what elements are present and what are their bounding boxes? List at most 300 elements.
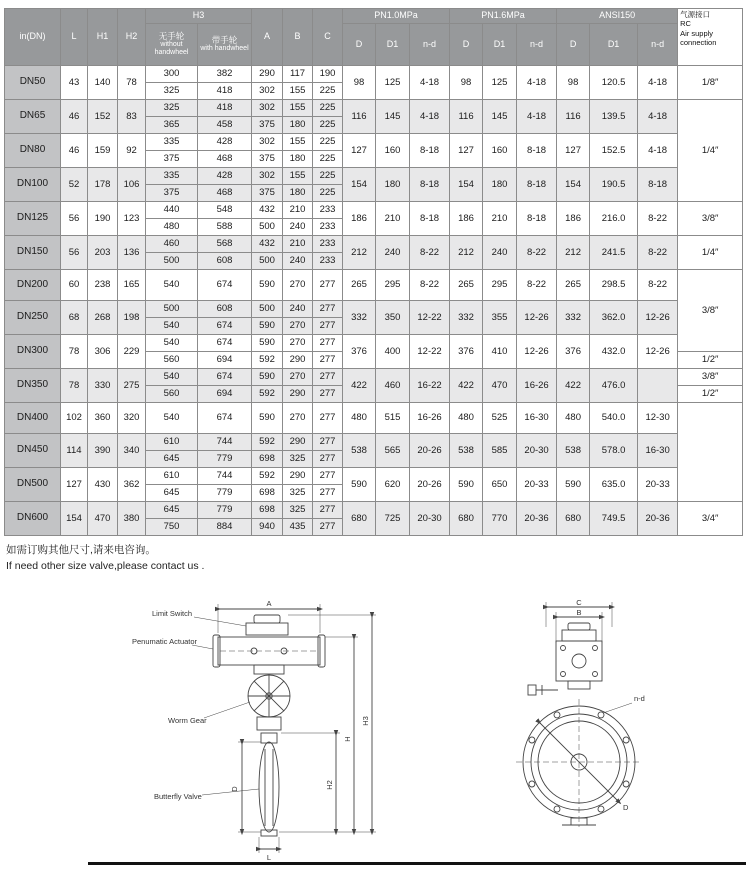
limit-switch-shape bbox=[246, 615, 288, 635]
spec-cell: 680 bbox=[450, 502, 483, 536]
spec-cell: 380 bbox=[118, 502, 146, 536]
spec-cell: 265 bbox=[450, 270, 483, 301]
spec-cell: 590 bbox=[252, 270, 283, 301]
spec-cell: 240 bbox=[283, 301, 313, 318]
spec-cell: 12-22 bbox=[410, 301, 450, 335]
spec-cell: 460 bbox=[146, 236, 198, 253]
left-valve-drawing bbox=[130, 599, 404, 871]
spec-row bbox=[5, 236, 743, 253]
spec-cell: 233 bbox=[313, 202, 343, 219]
air-supply-cell: 3/8″ bbox=[678, 369, 743, 386]
spec-cell: 277 bbox=[313, 335, 343, 352]
spec-cell: 540.0 bbox=[590, 403, 638, 434]
spec-cell: 136 bbox=[118, 236, 146, 270]
air-supply-label-en2: connection bbox=[680, 38, 717, 48]
spec-cell: 290 bbox=[283, 352, 313, 369]
spec-cell: 8-18 bbox=[410, 202, 450, 236]
worm-gear-label: Worm Gear bbox=[168, 715, 207, 725]
right-valve-drawing bbox=[484, 599, 684, 861]
butterfly-valve-shape bbox=[259, 733, 279, 836]
spec-cell: 645 bbox=[146, 451, 198, 468]
header-pn10-d: D bbox=[343, 24, 376, 66]
spec-cell: 229 bbox=[118, 335, 146, 369]
spec-cell: 60 bbox=[61, 270, 88, 301]
spec-cell: 8-18 bbox=[410, 168, 450, 202]
spec-cell: 568 bbox=[198, 236, 252, 253]
spec-cell: 233 bbox=[313, 219, 343, 236]
spec-cell: 186 bbox=[343, 202, 376, 236]
footnote-cn: 如需订购其他尺寸,请来电咨询。 bbox=[6, 544, 156, 556]
dim-nd-label: n-d bbox=[634, 693, 645, 703]
spec-cell: 12-26 bbox=[638, 301, 678, 335]
technical-drawings bbox=[4, 599, 742, 871]
spec-cell: 680 bbox=[557, 502, 590, 536]
spec-cell: 165 bbox=[118, 270, 146, 301]
spec-cell: 180 bbox=[283, 117, 313, 134]
spec-cell: 332 bbox=[343, 301, 376, 335]
row-label: DN500 bbox=[5, 468, 61, 502]
spec-cell: 92 bbox=[118, 134, 146, 168]
spec-cell: 116 bbox=[557, 100, 590, 134]
spec-cell: 154 bbox=[450, 168, 483, 202]
spec-cell: 500 bbox=[146, 253, 198, 270]
spec-cell: 302 bbox=[252, 134, 283, 151]
spec-cell: 240 bbox=[283, 219, 313, 236]
spec-cell: 12-26 bbox=[517, 335, 557, 369]
spec-cell: 540 bbox=[146, 403, 198, 434]
spec-cell: 16-26 bbox=[517, 369, 557, 403]
spec-row bbox=[5, 168, 743, 185]
spec-cell: 560 bbox=[146, 352, 198, 369]
spec-cell: 12-22 bbox=[410, 335, 450, 369]
spec-cell: 376 bbox=[343, 335, 376, 369]
spec-cell: 540 bbox=[146, 335, 198, 352]
spec-cell: 8-18 bbox=[517, 202, 557, 236]
h3-without-cn: 无手轮 bbox=[158, 30, 185, 41]
spec-cell: 125 bbox=[483, 66, 517, 100]
spec-cell: 592 bbox=[252, 468, 283, 485]
header-c: C bbox=[313, 9, 343, 66]
row-label: DN200 bbox=[5, 270, 61, 301]
spec-cell: 20-30 bbox=[517, 434, 557, 468]
spec-cell: 277 bbox=[313, 352, 343, 369]
spec-cell: 8-22 bbox=[638, 202, 678, 236]
air-supply-cell: 1/8″ bbox=[678, 66, 743, 100]
spec-cell: 470 bbox=[88, 502, 118, 536]
spec-cell: 225 bbox=[313, 168, 343, 185]
air-supply-cell: 1/4″ bbox=[678, 236, 743, 270]
spec-cell: 106 bbox=[118, 168, 146, 202]
spec-cell: 560 bbox=[146, 386, 198, 403]
spec-cell: 160 bbox=[483, 134, 517, 168]
spec-cell: 78 bbox=[61, 369, 88, 403]
spec-cell: 515 bbox=[376, 403, 410, 434]
spec-cell: 4-18 bbox=[410, 100, 450, 134]
spec-cell: 78 bbox=[118, 66, 146, 100]
spec-table-head bbox=[5, 9, 743, 66]
spec-cell: 277 bbox=[313, 502, 343, 519]
spec-cell: 422 bbox=[450, 369, 483, 403]
spec-cell: 698 bbox=[252, 451, 283, 468]
air-supply-cell: 1/4″ bbox=[678, 100, 743, 202]
row-label: DN350 bbox=[5, 369, 61, 403]
spec-cell: 588 bbox=[198, 219, 252, 236]
spec-cell: 8-22 bbox=[638, 270, 678, 301]
spec-cell: 98 bbox=[343, 66, 376, 100]
spec-row bbox=[5, 403, 743, 434]
row-label: DN250 bbox=[5, 301, 61, 335]
spec-row bbox=[5, 134, 743, 151]
spec-cell: 277 bbox=[313, 301, 343, 318]
spec-cell: 12-30 bbox=[638, 403, 678, 434]
valve-spec-table bbox=[4, 8, 743, 536]
spec-cell: 610 bbox=[146, 468, 198, 485]
spec-cell: 460 bbox=[376, 369, 410, 403]
spec-cell: 418 bbox=[198, 83, 252, 100]
spec-cell: 83 bbox=[118, 100, 146, 134]
spec-cell: 375 bbox=[146, 151, 198, 168]
header-h3-with bbox=[198, 24, 252, 66]
spec-cell: 432.0 bbox=[590, 335, 638, 369]
spec-cell: 203 bbox=[88, 236, 118, 270]
spec-cell: 744 bbox=[198, 434, 252, 451]
spec-cell: 410 bbox=[483, 335, 517, 369]
spec-cell: 180 bbox=[283, 185, 313, 202]
spec-cell: 525 bbox=[483, 403, 517, 434]
h3-with-en: with handwheel bbox=[200, 44, 249, 52]
spec-cell: 277 bbox=[313, 403, 343, 434]
spec-cell: 375 bbox=[252, 151, 283, 168]
spec-cell: 362.0 bbox=[590, 301, 638, 335]
spec-cell: 20-26 bbox=[410, 468, 450, 502]
spec-cell: 340 bbox=[118, 434, 146, 468]
spec-cell: 8-18 bbox=[638, 168, 678, 202]
spec-cell: 186 bbox=[450, 202, 483, 236]
spec-cell: 390 bbox=[88, 434, 118, 468]
row-label: DN100 bbox=[5, 168, 61, 202]
spec-cell: 592 bbox=[252, 434, 283, 451]
spec-cell: 20-33 bbox=[517, 468, 557, 502]
spec-cell: 210 bbox=[483, 202, 517, 236]
spec-cell: 116 bbox=[343, 100, 376, 134]
spec-cell: 302 bbox=[252, 168, 283, 185]
spec-cell: 295 bbox=[483, 270, 517, 301]
spec-cell: 540 bbox=[146, 369, 198, 386]
spec-cell: 430 bbox=[88, 468, 118, 502]
header-h3-group: H3 bbox=[146, 9, 252, 24]
spec-table-body bbox=[5, 66, 743, 536]
spec-cell: 332 bbox=[450, 301, 483, 335]
spec-cell: 590 bbox=[450, 468, 483, 502]
spec-cell: 540 bbox=[146, 318, 198, 335]
spec-cell: 180 bbox=[483, 168, 517, 202]
header-ansi-d: D bbox=[557, 24, 590, 66]
spec-cell: 68 bbox=[61, 301, 88, 335]
spec-cell bbox=[638, 369, 678, 403]
spec-cell: 290 bbox=[283, 386, 313, 403]
spec-cell: 362 bbox=[118, 468, 146, 502]
spec-cell: 725 bbox=[376, 502, 410, 536]
h3-with-cn: 带手轮 bbox=[211, 35, 238, 46]
spec-cell: 225 bbox=[313, 100, 343, 117]
spec-cell: 884 bbox=[198, 519, 252, 536]
header-pn16-nd: n-d bbox=[517, 24, 557, 66]
spec-cell: 155 bbox=[283, 100, 313, 117]
header-air-supply bbox=[678, 9, 743, 66]
spec-cell: 749.5 bbox=[590, 502, 638, 536]
header-h3-without bbox=[146, 24, 198, 66]
spec-cell: 277 bbox=[313, 434, 343, 451]
spec-row bbox=[5, 202, 743, 219]
spec-cell: 225 bbox=[313, 151, 343, 168]
actuator-plate-shape bbox=[556, 641, 602, 681]
spec-cell: 16-30 bbox=[517, 403, 557, 434]
spec-cell: 212 bbox=[343, 236, 376, 270]
spec-row bbox=[5, 369, 743, 386]
spec-cell: 116 bbox=[450, 100, 483, 134]
spec-cell: 4-18 bbox=[638, 66, 678, 100]
spec-cell: 335 bbox=[146, 168, 198, 185]
spec-cell: 8-18 bbox=[517, 168, 557, 202]
spec-cell: 335 bbox=[146, 134, 198, 151]
spec-cell: 674 bbox=[198, 270, 252, 301]
limit-switch-label: Limit Switch bbox=[152, 608, 193, 618]
spec-cell: 698 bbox=[252, 502, 283, 519]
spec-cell: 590 bbox=[343, 468, 376, 502]
spec-cell: 277 bbox=[313, 468, 343, 485]
spec-cell: 4-18 bbox=[517, 66, 557, 100]
spec-cell: 277 bbox=[313, 369, 343, 386]
header-b: B bbox=[283, 9, 313, 66]
spec-cell: 468 bbox=[198, 185, 252, 202]
spec-cell: 233 bbox=[313, 236, 343, 253]
spec-cell: 590 bbox=[252, 335, 283, 352]
header-h2: H2 bbox=[118, 9, 146, 66]
gear-handle-shape bbox=[528, 685, 558, 695]
spec-cell: 4-18 bbox=[638, 100, 678, 134]
spec-cell: 418 bbox=[198, 100, 252, 117]
spec-cell: 16-30 bbox=[638, 434, 678, 468]
spec-cell: 432 bbox=[252, 202, 283, 219]
spec-cell: 270 bbox=[283, 369, 313, 386]
spec-cell: 155 bbox=[283, 134, 313, 151]
dim-a-label: A bbox=[266, 598, 272, 608]
spec-cell: 538 bbox=[343, 434, 376, 468]
spec-cell: 325 bbox=[283, 485, 313, 502]
spec-cell: 592 bbox=[252, 386, 283, 403]
spec-cell: 12-26 bbox=[517, 301, 557, 335]
spec-cell: 428 bbox=[198, 134, 252, 151]
spec-cell: 43 bbox=[61, 66, 88, 100]
air-supply-cell: 1/2″ bbox=[678, 386, 743, 403]
spec-cell: 608 bbox=[198, 301, 252, 318]
spec-cell: 470 bbox=[483, 369, 517, 403]
spec-cell: 145 bbox=[483, 100, 517, 134]
header-l: L bbox=[61, 9, 88, 66]
spec-row bbox=[5, 335, 743, 352]
spec-cell: 12-26 bbox=[638, 335, 678, 369]
spec-cell: 268 bbox=[88, 301, 118, 335]
spec-cell: 610 bbox=[146, 434, 198, 451]
spec-cell: 635.0 bbox=[590, 468, 638, 502]
spec-cell: 270 bbox=[283, 335, 313, 352]
spec-cell: 585 bbox=[483, 434, 517, 468]
spec-cell: 154 bbox=[61, 502, 88, 536]
header-pn16-d1: D1 bbox=[483, 24, 517, 66]
spec-cell: 225 bbox=[313, 83, 343, 100]
spec-cell: 216.0 bbox=[590, 202, 638, 236]
spec-row bbox=[5, 502, 743, 519]
spec-cell: 674 bbox=[198, 318, 252, 335]
spec-cell: 8-22 bbox=[410, 236, 450, 270]
row-label: DN300 bbox=[5, 335, 61, 369]
air-supply-cell: 3/8″ bbox=[678, 270, 743, 352]
dim-h2-label: H2 bbox=[325, 779, 334, 790]
butterfly-valve-label: Butterfly Valve bbox=[154, 791, 202, 801]
spec-cell: 240 bbox=[376, 236, 410, 270]
spec-cell: 744 bbox=[198, 468, 252, 485]
spec-cell: 325 bbox=[283, 502, 313, 519]
spec-cell: 56 bbox=[61, 236, 88, 270]
spec-cell: 152 bbox=[88, 100, 118, 134]
header-ansi-d1: D1 bbox=[590, 24, 638, 66]
spec-cell: 225 bbox=[313, 117, 343, 134]
spec-cell: 376 bbox=[557, 335, 590, 369]
spec-cell: 265 bbox=[557, 270, 590, 301]
spec-cell: 480 bbox=[557, 403, 590, 434]
spec-cell: 674 bbox=[198, 335, 252, 352]
spec-cell: 180 bbox=[376, 168, 410, 202]
spec-cell: 20-30 bbox=[410, 502, 450, 536]
spec-cell: 186 bbox=[557, 202, 590, 236]
spec-cell: 290 bbox=[283, 468, 313, 485]
spec-row bbox=[5, 468, 743, 485]
spec-cell: 400 bbox=[376, 335, 410, 369]
spec-cell: 325 bbox=[283, 451, 313, 468]
spec-row bbox=[5, 434, 743, 451]
spec-cell: 127 bbox=[557, 134, 590, 168]
spec-cell: 152.5 bbox=[590, 134, 638, 168]
spec-cell: 298.5 bbox=[590, 270, 638, 301]
spec-cell: 16-22 bbox=[410, 369, 450, 403]
spec-cell: 694 bbox=[198, 386, 252, 403]
spec-cell: 277 bbox=[313, 318, 343, 335]
spec-cell: 468 bbox=[198, 151, 252, 168]
spec-cell: 125 bbox=[376, 66, 410, 100]
footnote-en: If need other size valve,please contact us . bbox=[6, 559, 205, 572]
spec-cell: 290 bbox=[252, 66, 283, 83]
spec-cell: 480 bbox=[343, 403, 376, 434]
header-pn16-group: PN1.6MPa bbox=[450, 9, 557, 24]
spec-cell: 139.5 bbox=[590, 100, 638, 134]
spec-cell: 190 bbox=[88, 202, 118, 236]
spec-cell: 225 bbox=[313, 134, 343, 151]
spec-cell: 295 bbox=[376, 270, 410, 301]
spec-cell: 650 bbox=[483, 468, 517, 502]
spec-cell: 300 bbox=[146, 66, 198, 83]
spec-cell: 98 bbox=[450, 66, 483, 100]
spec-cell: 590 bbox=[252, 318, 283, 335]
spec-cell: 770 bbox=[483, 502, 517, 536]
header-dn: in(DN) bbox=[5, 9, 61, 66]
spec-cell: 590 bbox=[252, 369, 283, 386]
spec-cell: 590 bbox=[252, 403, 283, 434]
spec-cell: 145 bbox=[376, 100, 410, 134]
spec-cell: 375 bbox=[252, 185, 283, 202]
air-supply-cell: 3/8″ bbox=[678, 202, 743, 236]
spec-cell: 674 bbox=[198, 369, 252, 386]
row-label: DN125 bbox=[5, 202, 61, 236]
right-drawing-lines bbox=[516, 602, 642, 827]
spec-cell: 178 bbox=[88, 168, 118, 202]
spec-cell: 127 bbox=[343, 134, 376, 168]
left-drawing-labels bbox=[132, 599, 370, 862]
spec-cell: 680 bbox=[343, 502, 376, 536]
air-supply-label-en1: Air supply bbox=[680, 28, 714, 38]
header-ansi150-group: ANSI150 bbox=[557, 9, 678, 24]
spec-cell: 590 bbox=[557, 468, 590, 502]
spec-cell: 538 bbox=[450, 434, 483, 468]
spec-cell: 190.5 bbox=[590, 168, 638, 202]
spec-cell: 20-26 bbox=[410, 434, 450, 468]
header-pn16-d: D bbox=[450, 24, 483, 66]
spec-cell: 123 bbox=[118, 202, 146, 236]
spec-cell: 565 bbox=[376, 434, 410, 468]
spec-cell: 365 bbox=[146, 117, 198, 134]
spec-cell: 127 bbox=[450, 134, 483, 168]
spec-row bbox=[5, 66, 743, 83]
spec-cell: 120.5 bbox=[590, 66, 638, 100]
spec-cell: 270 bbox=[283, 270, 313, 301]
spec-cell: 500 bbox=[252, 219, 283, 236]
spec-cell: 330 bbox=[88, 369, 118, 403]
spec-cell: 779 bbox=[198, 502, 252, 519]
spec-cell: 8-18 bbox=[410, 134, 450, 168]
air-supply-label-rc: RC bbox=[680, 19, 691, 29]
dim-h3-label: H3 bbox=[361, 715, 370, 726]
spec-cell: 270 bbox=[283, 318, 313, 335]
spec-cell: 20-36 bbox=[517, 502, 557, 536]
spec-cell: 8-22 bbox=[638, 236, 678, 270]
dim-d2-label: D bbox=[623, 802, 629, 812]
pneumatic-actuator-shape bbox=[213, 635, 325, 667]
spec-cell: 155 bbox=[283, 83, 313, 100]
spec-cell: 4-18 bbox=[638, 134, 678, 168]
spec-cell: 620 bbox=[376, 468, 410, 502]
spec-cell: 500 bbox=[252, 253, 283, 270]
spec-cell: 325 bbox=[146, 100, 198, 117]
dim-l-label: L bbox=[266, 852, 272, 862]
spec-cell: 277 bbox=[313, 519, 343, 536]
spec-cell: 480 bbox=[450, 403, 483, 434]
spec-cell: 435 bbox=[283, 519, 313, 536]
spec-cell: 476.0 bbox=[590, 369, 638, 403]
spec-cell: 694 bbox=[198, 352, 252, 369]
row-label: DN600 bbox=[5, 502, 61, 536]
spec-cell: 212 bbox=[557, 236, 590, 270]
spec-cell: 375 bbox=[146, 185, 198, 202]
spec-cell: 540 bbox=[146, 270, 198, 301]
spec-cell: 117 bbox=[283, 66, 313, 83]
spec-cell: 98 bbox=[557, 66, 590, 100]
spec-cell: 240 bbox=[283, 253, 313, 270]
header-pn10-group: PN1.0MPa bbox=[343, 9, 450, 24]
header-row-groups bbox=[5, 9, 743, 24]
row-label: DN80 bbox=[5, 134, 61, 168]
spec-cell: 198 bbox=[118, 301, 146, 335]
spec-cell: 56 bbox=[61, 202, 88, 236]
spec-cell: 159 bbox=[88, 134, 118, 168]
